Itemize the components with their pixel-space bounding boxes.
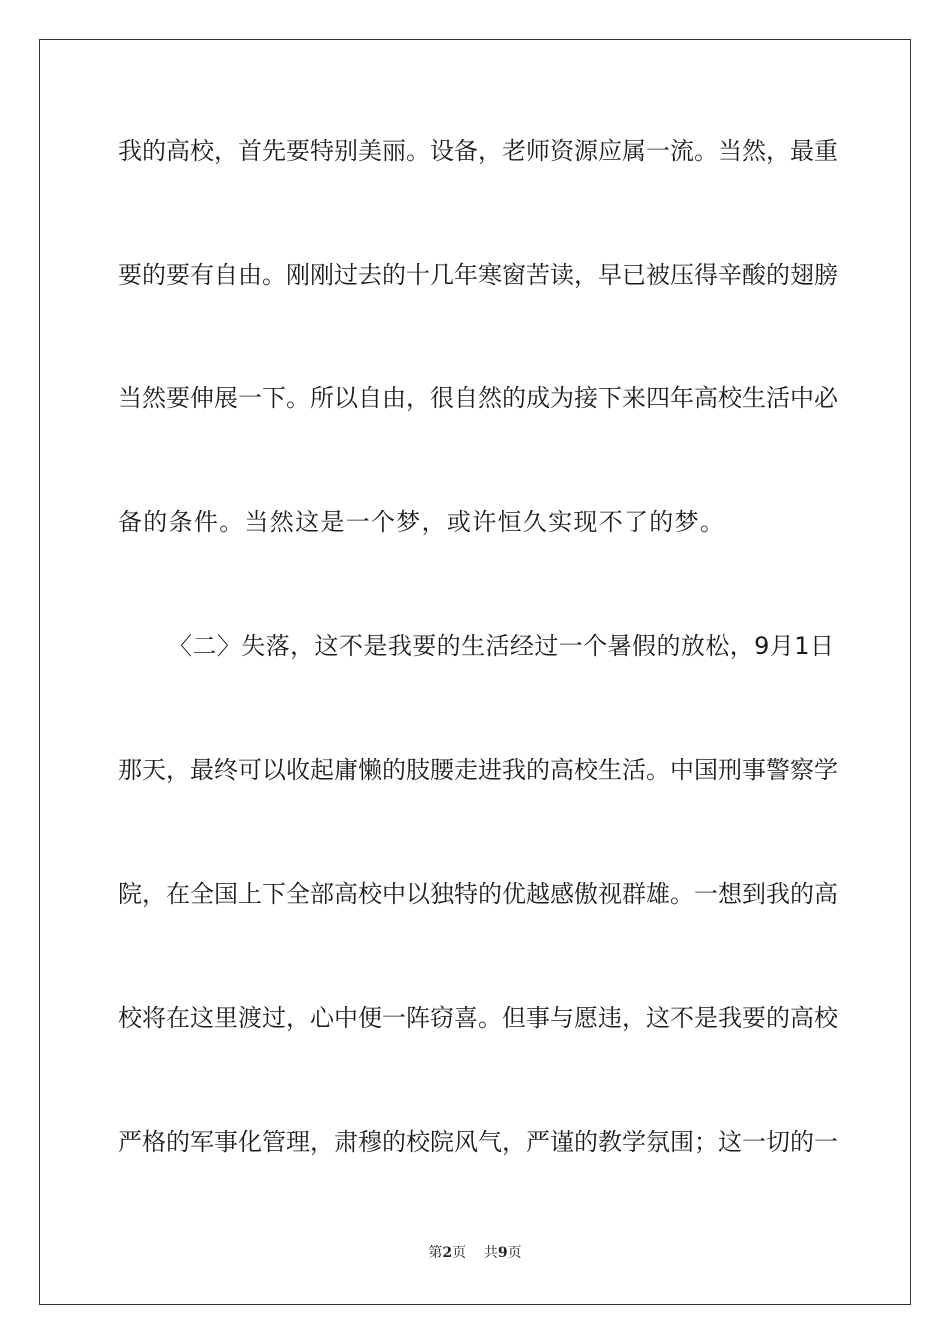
page-total: 共9页 <box>483 1245 522 1261</box>
body-text-line: 那天，最终可以收起庸懒的肢腰走进我的高校生活。中国刑事警察学 <box>118 756 838 784</box>
body-text-line: 当然要伸展一下。所以自由，很自然的成为接下来四年高校生活中必 <box>118 384 838 412</box>
body-text-line: 要的要有自由。刚刚过去的十几年寒窗苦读，早已被压得辛酸的翅膀 <box>118 261 838 289</box>
body-text-line: 院，在全国上下全部高校中以独特的优越感傲视群雄。一想到我的高 <box>118 880 838 908</box>
body-text-line: 备的条件。当然这是一个梦，或许恒久实现不了的梦。 <box>118 508 726 536</box>
body-text-line: 校将在这里渡过，心中便一阵窃喜。但事与愿违，这不是我要的高校 <box>118 1004 838 1032</box>
body-text-line-indented: 〈二〉失落，这不是我要的生活经过一个暑假的放松，9月1日 <box>168 632 834 660</box>
body-text-line: 我的高校，首先要特别美丽。设备，老师资源应属一流。当然，最重 <box>118 137 838 165</box>
body-text-line: 严格的军事化管理，肃穆的校院风气，严谨的教学氛围；这一切的一 <box>118 1128 838 1156</box>
page-number: 第2页 <box>428 1245 467 1261</box>
page-border <box>39 39 911 1305</box>
page-footer <box>0 1243 950 1263</box>
